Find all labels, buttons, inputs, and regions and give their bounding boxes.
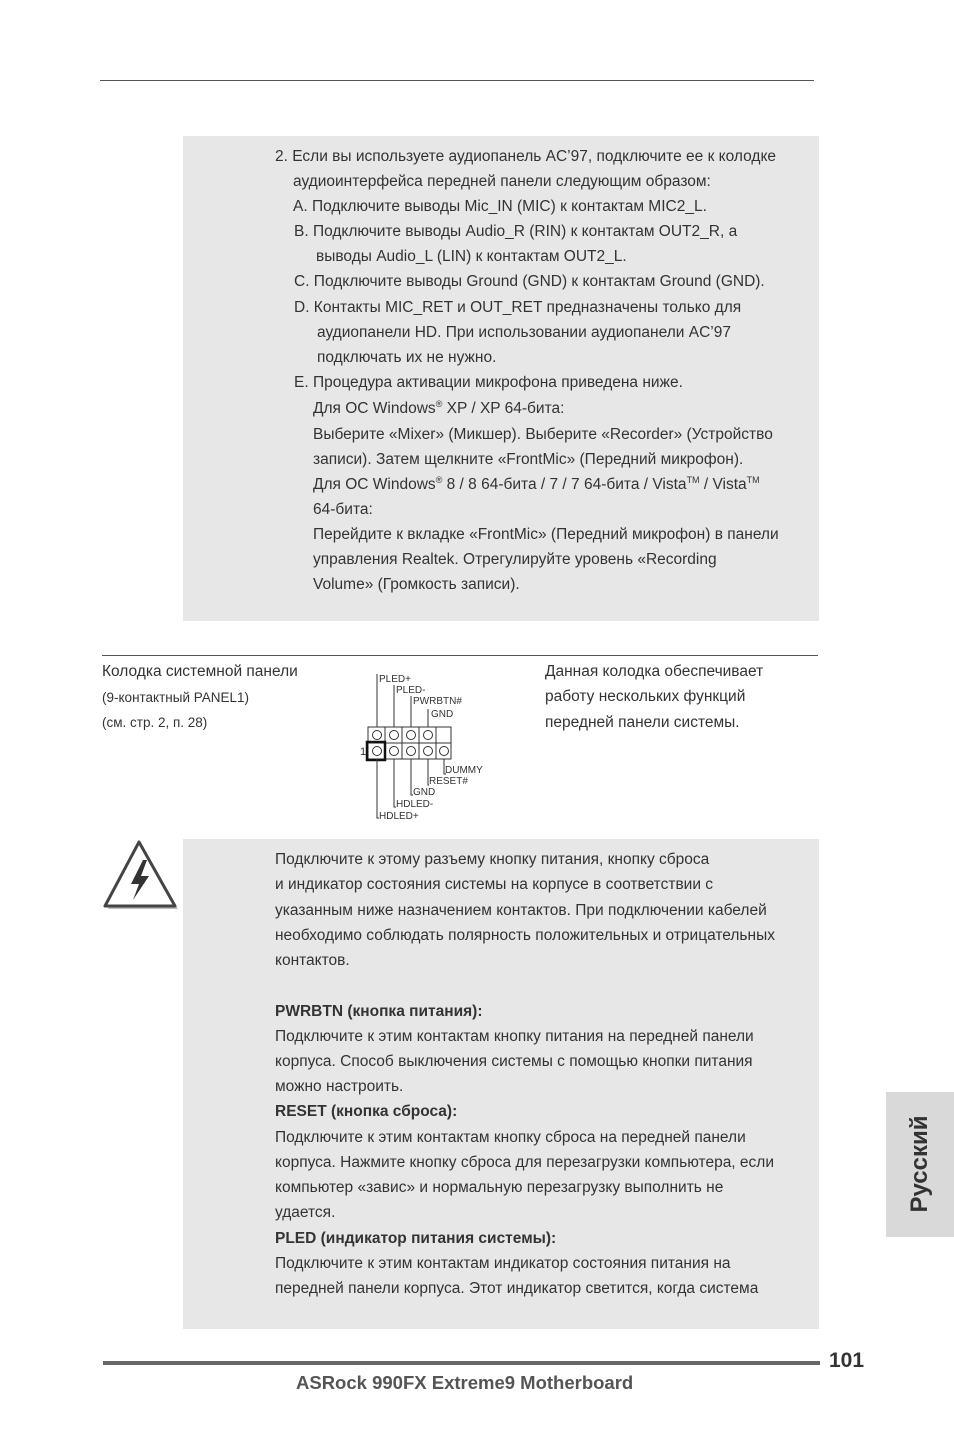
panel-header-desc: Данная колодка обеспечивает [545, 663, 764, 680]
pin-label: RESET# [429, 776, 468, 787]
win8-line: Перейдите к вкладке «FrontMic» (Передний микрофон) в панели [313, 526, 779, 543]
audio-line: C. Подключите выводы Ground (GND) к контактам Ground (GND). [294, 273, 765, 290]
pin-label: GND [431, 709, 454, 720]
audio-line: A. Подключите выводы Mic_IN (MIC) к контактам MIC2_L. [293, 198, 707, 215]
page-number: 101 [829, 1349, 865, 1372]
language-tab [886, 1092, 954, 1237]
registered-mark: ® [435, 399, 443, 409]
pin-label: HDLED- [396, 799, 434, 810]
panel1-pin-diagram [355, 668, 495, 824]
section-rule [102, 655, 818, 656]
pwrbtn-line: корпуса. Способ выключения системы с помощью кнопки питания [275, 1053, 753, 1070]
win8-line: управления Realtek. Отрегулируйте уровень «Recording [313, 551, 717, 568]
trademark: TM [686, 475, 700, 485]
audio-line: аудиоинтерфейса передней панели следующим образом: [293, 173, 711, 190]
pin-label: HDLED+ [379, 811, 419, 822]
warning-intro-line: необходимо соблюдать полярность положительных и отрицательных [275, 927, 775, 944]
audio-line: 2. Если вы используете аудиопанель AC’97, подключите ее к колодке [275, 148, 777, 165]
footer-rule [103, 1361, 820, 1365]
panel-header-desc: передней панели системы. [545, 714, 740, 731]
reset-line: корпуса. Нажмите кнопку сброса для перезагрузки компьютера, если [275, 1154, 774, 1171]
pin-label: PLED- [396, 685, 426, 696]
pin-label: DUMMY [445, 765, 483, 776]
reset-line: компьютер «завис» и нормальную перезагрузку выполнить не [275, 1179, 724, 1196]
audio-line: аудиопанели HD. При использовании аудиопанели AC’97 [317, 324, 731, 341]
language-tab-label: Русский [906, 1115, 933, 1213]
registered-mark: ® [435, 475, 443, 485]
audio-line: D. Контакты MIC_RET и OUT_RET предназначены только для [294, 299, 742, 316]
audio-line: E. Процедура активации микрофона приведена ниже. [294, 374, 683, 391]
warning-intro-line: указанным ниже назначением контактов. При подключении кабелей [275, 902, 767, 919]
pled-line: Подключите к этим контактам индикатор состояния питания на [275, 1255, 731, 1272]
footer-title: ASRock 990FX Extreme9 Motherboard [296, 1372, 634, 1393]
panel-header-page-ref: (см. стр. 2, п. 28) [102, 715, 208, 730]
xp-line: записи). Затем щелкните «FrontMic» (Передний микрофон). [313, 451, 744, 468]
windows-xp-heading: Для ОС Windows® XP / XP 64-бита: [313, 399, 565, 417]
win8-line: 64-бита: [313, 501, 373, 518]
pled-heading: PLED (индикатор питания системы): [275, 1230, 557, 1247]
audio-line: выводы Audio_L (LIN) к контактам OUT2_L. [316, 248, 627, 265]
reset-line: удается. [275, 1204, 336, 1221]
trademark: TM [746, 475, 760, 485]
pin-label: PWRBTN# [413, 696, 462, 707]
reset-heading: RESET (кнопка сброса): [275, 1103, 458, 1120]
pwrbtn-line: можно настроить. [275, 1078, 404, 1095]
warning-electric-icon [101, 838, 179, 910]
pwrbtn-heading: PWRBTN (кнопка питания): [275, 1003, 483, 1020]
pwrbtn-line: Подключите к этим контактам кнопку питания на передней панели [275, 1028, 754, 1045]
audio-line: подключать их не нужно. [317, 349, 497, 366]
panel-header-subtitle: (9-контактный PANEL1) [102, 690, 250, 705]
pin-label: PLED+ [379, 674, 411, 685]
top-rule [100, 80, 814, 81]
warning-intro-line: и индикатор состояния системы на корпусе в соответствии с [275, 876, 714, 893]
warning-intro-line: контактов. [275, 952, 350, 969]
windows-8-heading: Для ОС Windows® 8 / 8 64-бита / 7 / 7 64-бита / Vista™ / Vista™ [313, 475, 760, 493]
win8-line: Volume» (Громкость записи). [313, 576, 520, 593]
audio-line: B. Подключите выводы Audio_R (RIN) к контактам OUT2_R, а [294, 223, 738, 240]
panel-header-title: Колодка системной панели [102, 663, 298, 680]
pin1-marker: 1 [360, 746, 367, 758]
reset-line: Подключите к этим контактам кнопку сброса на передней панели [275, 1129, 746, 1146]
panel-header-desc: работу нескольких функций [545, 688, 746, 705]
warning-intro-line: Подключите к этому разъему кнопку питания, кнопку сброса [275, 851, 710, 868]
pin-label: GND [413, 787, 436, 798]
pled-line: передней панели корпуса. Этот индикатор светится, когда система [275, 1280, 759, 1297]
xp-line: Выберите «Mixer» (Микшер). Выберите «Recorder» (Устройство [313, 426, 773, 443]
